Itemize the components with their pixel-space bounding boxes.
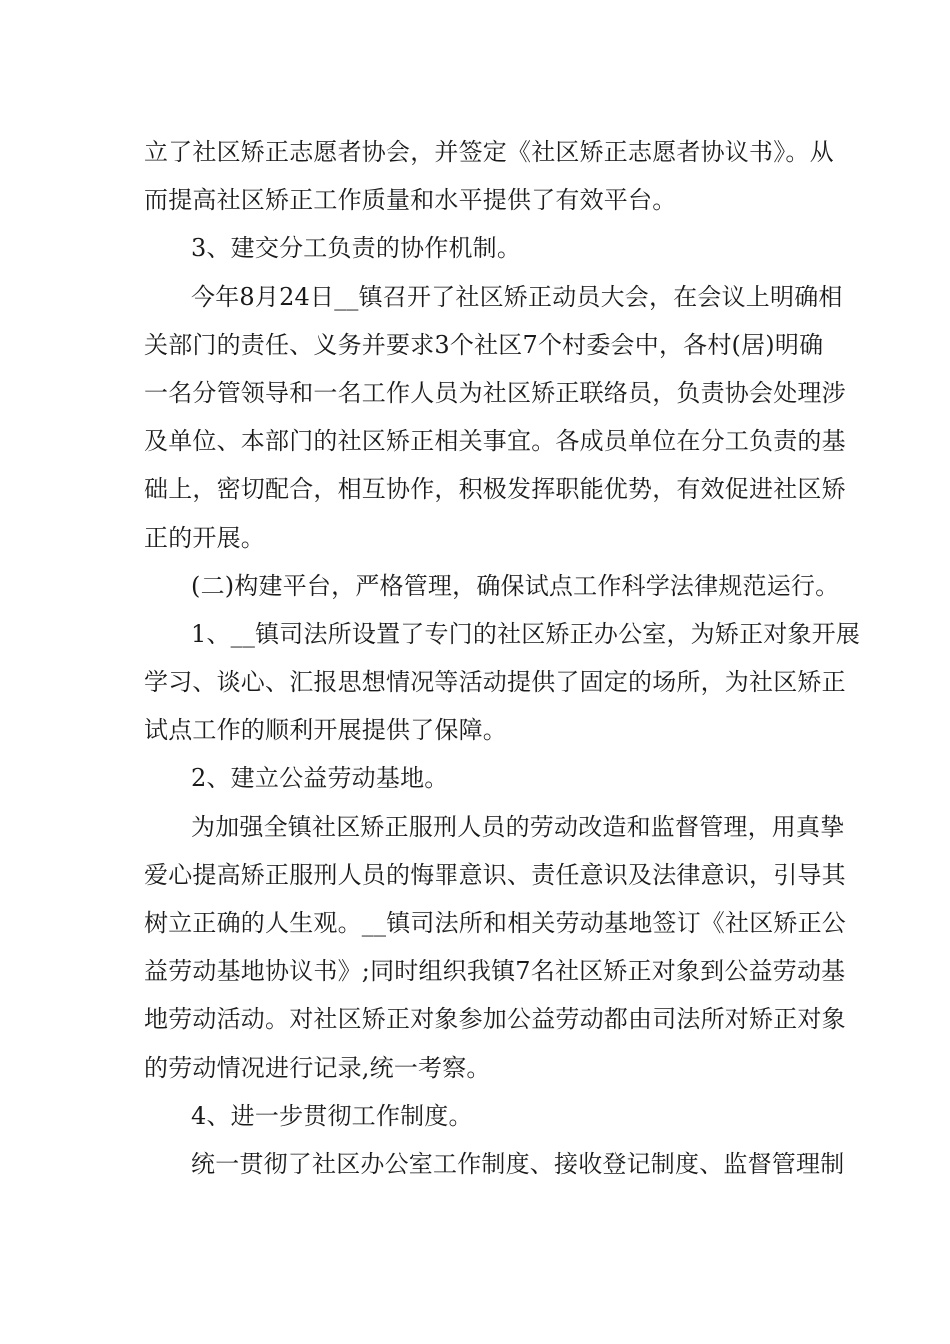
document-body	[144, 128, 861, 1188]
text-line: 学习、谈心、汇报思想情况等活动提供了固定的场所，为社区矫正	[144, 668, 846, 697]
section-heading: (二)构建平台，严格管理，确保试点工作科学法律规范运行。	[191, 571, 840, 600]
text-line: 关部门的责任、义务并要求3个社区7个村委会中，各村(居)明确	[144, 330, 824, 359]
section-heading: 3、建交分工负责的协作机制。	[191, 234, 522, 263]
section-heading: 4、进一步贯彻工作制度。	[191, 1101, 473, 1130]
text-line: 及单位、本部门的社区矫正相关事宜。各成员单位在分工负责的基	[144, 427, 846, 456]
text-line: 而提高社区矫正工作质量和水平提供了有效平台。	[144, 186, 677, 215]
text-line: 今年8月24日__镇召开了社区矫正动员大会，在会议上明确相	[191, 282, 843, 311]
text-line: 一名分管领导和一名工作人员为社区矫正联络员，负责协会处理涉	[144, 378, 846, 407]
text-line: 试点工作的顺利开展提供了保障。	[144, 716, 507, 745]
text-line: 爱心提高矫正服刑人员的悔罪意识、责任意识及法律意识，引导其	[144, 860, 846, 889]
text-line: 正的开展。	[144, 523, 265, 552]
text-line: 础上，密切配合，相互协作，积极发挥职能优势，有效促进社区矫	[144, 475, 846, 504]
text-line: 地劳动活动。对社区矫正对象参加公益劳动都由司法所对矫正对象	[144, 1005, 846, 1034]
section-heading: 2、建立公益劳动基地。	[191, 764, 449, 793]
text-line: 为加强全镇社区矫正服刑人员的劳动改造和监督管理，用真挚	[191, 812, 845, 841]
text-line: 益劳动基地协议书》;同时组织我镇7名社区矫正对象到公益劳动基	[144, 957, 846, 986]
text-line: 1、__镇司法所设置了专门的社区矫正办公室，为矫正对象开展	[191, 619, 861, 648]
text-line: 树立正确的人生观。__镇司法所和相关劳动基地签订《社区矫正公	[144, 909, 846, 937]
text-line: 统一贯彻了社区办公室工作制度、接收登记制度、监督管理制	[191, 1149, 845, 1178]
text-line: 立了社区矫正志愿者协会，并签定《社区矫正志愿者协议书》。从	[144, 138, 834, 166]
text-line: 的劳动情况进行记录,统一考察。	[144, 1053, 491, 1082]
